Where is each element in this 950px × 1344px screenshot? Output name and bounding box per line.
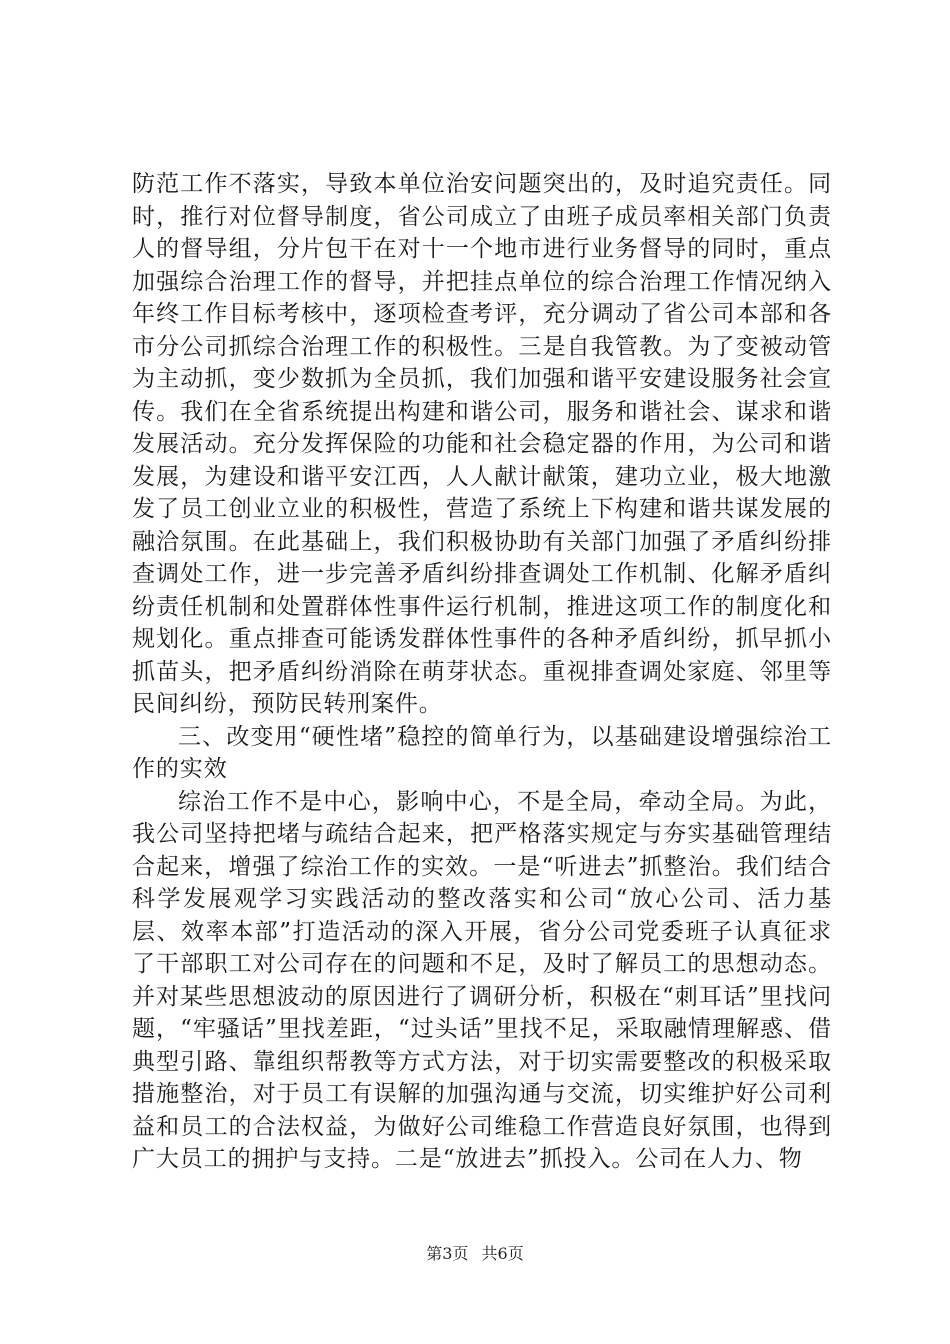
paragraph-2: 综治工作不是中心，影响中心，不是全局，牵动全局。为此，我公司坚持把堵与疏结合起来，把严格落实规定与夯实基础管理结合起来，增强了综治工作的实效。一是“听进去”抓整治。我们结合科学发展观学习实践活动的整改落实和公司“放心公司、活力基层、效率本部”打造活动的深入开展，省分公司党委班子认真征求了干部职工对公司存在的问题和不足，及时了解员工的思想动态。并对某些思想波动的原因进行了调研分析，积极在“刺耳话”里找问题，“牢骚话”里找差距，“过头话”里找不足，采取融情理解惑、借典型引路、靠组织帮教等方式方法，对于切实需要整改的积极采取措施整治，对于员工有误解的加强沟通与交流，切实维护好公司利益和员工的合法权益，为做好公司维稳工作营造良好氛围，也得到广大员工的拥护与支持。二是“放进去”抓投入。公司在人力、物: [132, 788, 832, 1172]
document-body: [132, 168, 832, 1176]
page-total: 共6页: [481, 1244, 524, 1263]
section-heading-3: 三、改变用“硬性堵”稳控的简单行为，以基础建设增强综治工作的实效: [132, 723, 832, 782]
page-footer: [0, 1241, 950, 1264]
page-number: 第3页: [426, 1244, 469, 1263]
paragraph-1: 防范工作不落实，导致本单位治安问题突出的，及时追究责任。同时，推行对位督导制度，省公司成立了由班子成员率相关部门负责人的督导组，分片包干在对十一个地市进行业务督导的同时，重点加强综合治理工作的督导，并把挂点单位的综合治理工作情况纳入年终工作目标考核中，逐项检查考评，充分调动了省公司本部和各市分公司抓综合治理工作的积极性。三是自我管教。为了变被动管为主动抓，变少数抓为全员抓，我们加强和谐平安建设服务社会宣传。我们在全省系统提出构建和谐公司，服务和谐社会、谋求和谐发展活动。充分发挥保险的功能和社会稳定器的作用，为公司和谐发展，为建设和谐平安江西，人人献计献策，建功立业，极大地激发了员工创业立业的积极性，营造了系统上下构建和谐共谋发展的融洽氛围。在此基础上，我们积极协助有关部门加强了矛盾纠纷排查调处工作，进一步完善矛盾纠纷排查调处工作机制、化解矛盾纠纷责任机制和处置群体性事件运行机制，推进这项工作的制度化和规划化。重点排查可能诱发群体性事件的各种矛盾纠纷，抓早抓小抓苗头，把矛盾纠纷消除在萌芽状态。重视排查调处家庭、邻里等民间纠纷，预防民转刑案件。: [132, 171, 832, 717]
